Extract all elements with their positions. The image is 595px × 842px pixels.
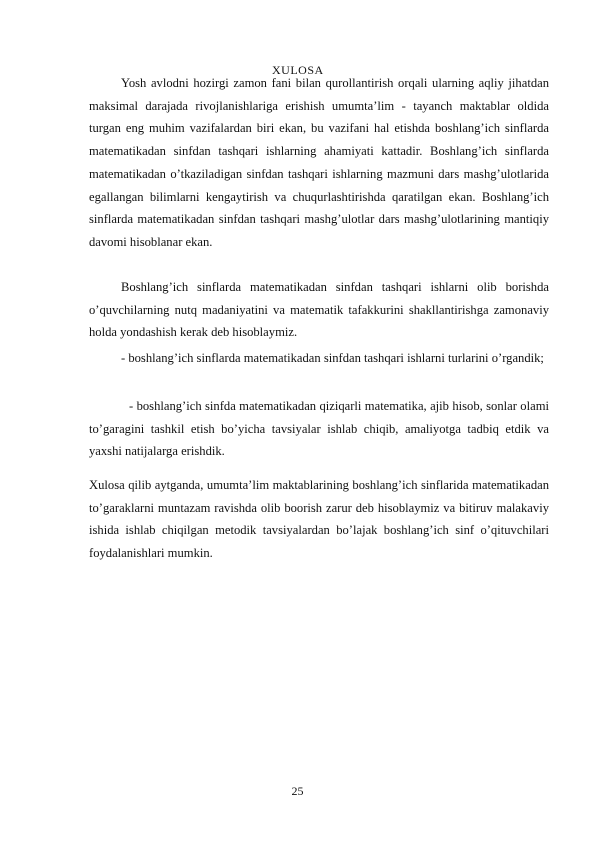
paragraph-intro: Yosh avlodni hozirgi zamon fani bilan qurollantirish orqali ularning aqliy jihatdan maksimal darajada rivojlanishlariga erishish umumta’lim - tayanch maktablar oldida turgan eng muhim vazifalardan biri ekan, bu vazifani hal etishda boshlang’ich sinflarda matematikadan sinfdan tashqari ishlarning ahamiyati kattadir. Boshlang’ich sinflarda matematikadan o’tkaziladigan sinfdan tashqari ishlarning mazmuni dars mashg’ulotlarida egallangan bilimlarni kengaytirish va chuqurlashtirishda qaratilgan ekan. Boshlang’ich sinflarda matematikadan sinfdan tashqari mashg’ulotlar dars mashg’ulotlarining mantiqiy davomi hisoblanar ekan. <box>89 76 549 249</box>
bullet-recommendations: - boshlang’ich sinfda matematikadan qiziqarli matematika, ajib hisob, sonlar olami to’garagini tashkil etish bo’yicha tavsiyalar ishlab chiqib, amaliyotga tadbiq etdik va yaxshi natijalarga erishdik. <box>89 399 549 459</box>
section-heading: XULOSA <box>272 63 324 77</box>
page-number: 25 <box>291 784 304 798</box>
paragraph-conclusion: Xulosa qilib aytganda, umumta’lim maktablarining boshlang’ich sinflarida matematikadan to’garaklarni muntazam ravishda olib boorish zarur deb hisoblaymiz va bitiruv malakaviy ishida ishlab chiqilgan metodik tavsiyalardan bo’lajak boshlang’ich sinf o’qituvchilari foydalanishlari mumkin. <box>89 478 549 561</box>
paragraph-approach: Boshlang’ich sinflarda matematikadan sinfdan tashqari ishlarni olib borishda o’quvchilarning nutq madaniyatini va matematik tafakkurini shakllantirishga zamonaviy holda yondashish kerak deb hisoblaymiz. <box>89 280 549 340</box>
bullet-studied-types: - boshlang’ich sinflarda matematikadan sinfdan tashqari ishlarni turlarini o’rgandik; <box>121 351 544 365</box>
